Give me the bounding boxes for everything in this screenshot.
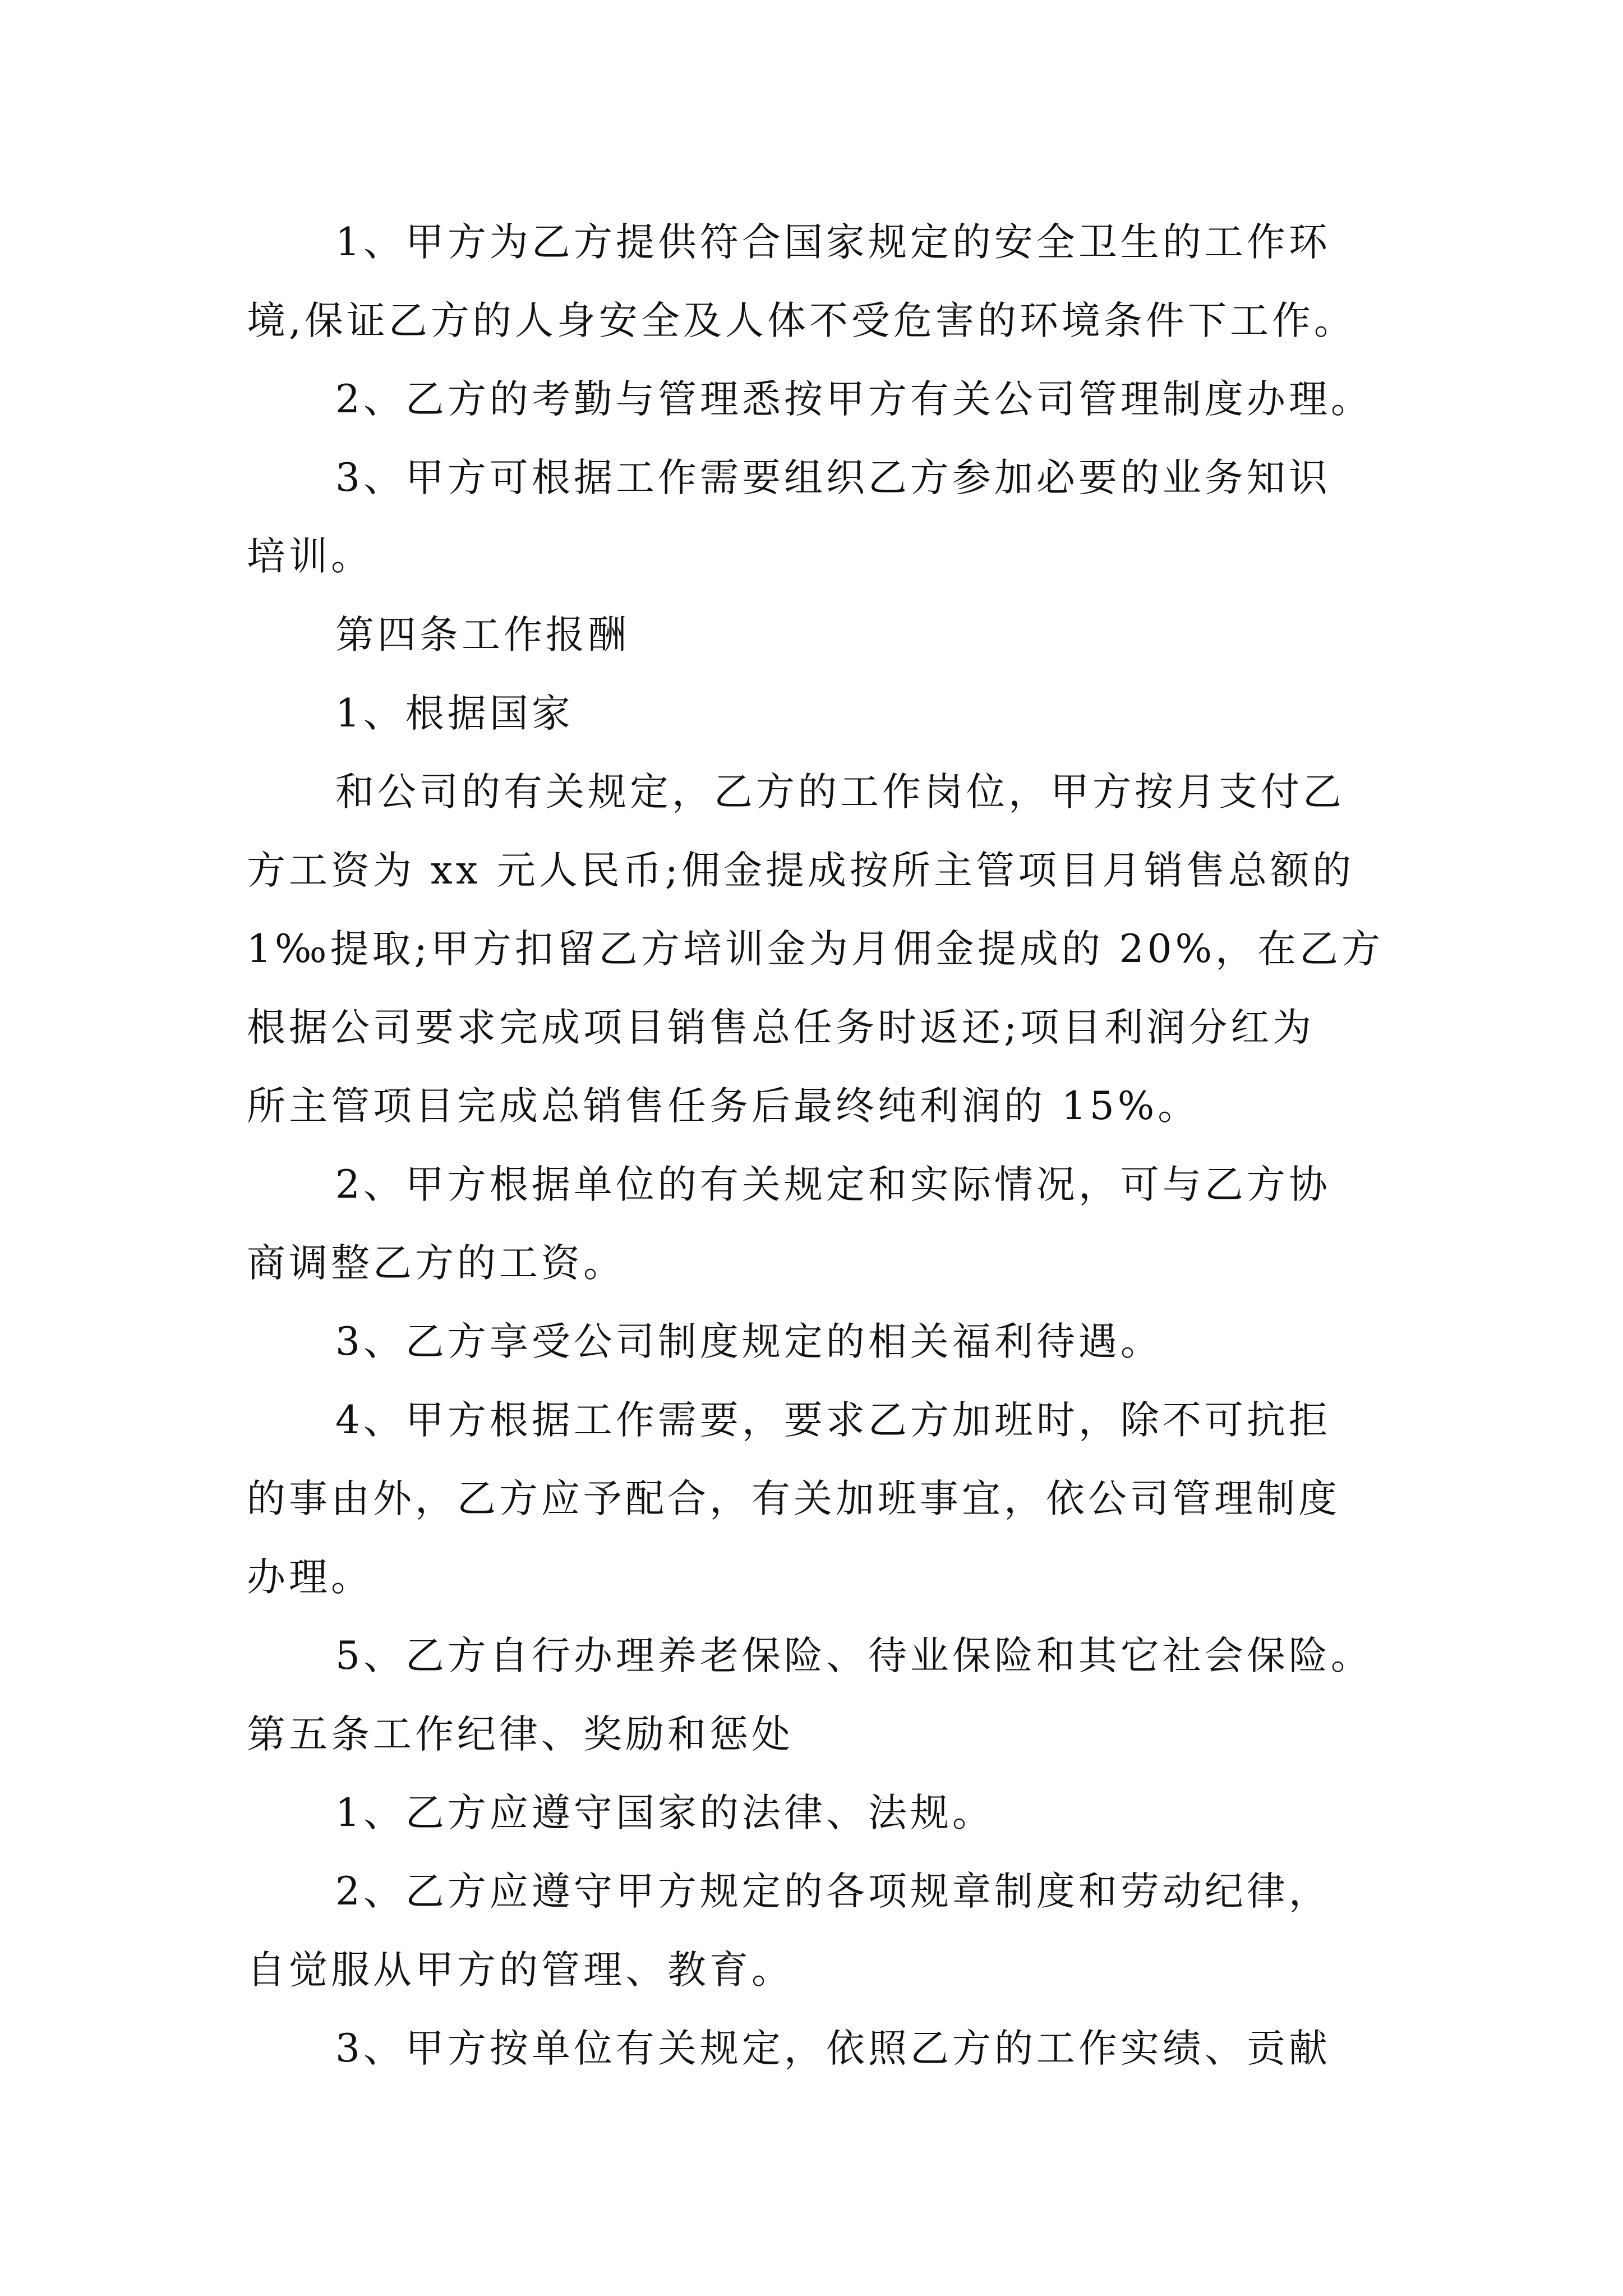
text-line: 和公司的有关规定，乙方的工作岗位，甲方按月支付乙 (335, 770, 1345, 815)
text-line: 4、甲方根据工作需要，要求乙方加班时，除不可抗拒 (335, 1398, 1331, 1443)
text-line: 2、乙方的考勤与管理悉按甲方有关公司管理制度办理。 (335, 377, 1373, 422)
text-line: 1‰提取;甲方扣留乙方培训金为月佣金提成的 20%，在乙方 (247, 927, 1384, 972)
text-line: 自觉服从甲方的管理、教育。 (247, 1948, 794, 1993)
text-line: 的事由外，乙方应予配合，有关加班事宜，依公司管理制度 (247, 1476, 1340, 1521)
text-line: 商调整乙方的工资。 (247, 1241, 625, 1286)
text-line: 办理。 (247, 1555, 373, 1600)
text-line: 3、甲方按单位有关规定，依照乙方的工作实绩、贡献 (335, 2026, 1331, 2071)
text-line: 2、甲方根据单位的有关规定和实际情况，可与乙方协 (335, 1162, 1331, 1207)
text-line: 1、乙方应遵守国家的法律、法规。 (335, 1791, 994, 1835)
text-line: 5、乙方自行办理养老保险、待业保险和其它社会保险。 (335, 1634, 1373, 1678)
text-line: 方工资为 xx 元人民币;佣金提成按所主管项目月销售总额的 (247, 848, 1354, 893)
text-line: 3、甲方可根据工作需要组织乙方参加必要的业务知识 (335, 455, 1331, 500)
text-line: 根据公司要求完成项目销售总任务时返还;项目利润分红为 (247, 1005, 1315, 1050)
text-line: 1、根据国家 (335, 691, 574, 736)
text-line: 1、甲方为乙方提供符合国家规定的安全卫生的工作环 (335, 220, 1331, 265)
text-line: 所主管项目完成总销售任务后最终纯利润的 15%。 (247, 1084, 1200, 1129)
text-line: 3、乙方享受公司制度规定的相关福利待遇。 (335, 1319, 1163, 1364)
section-heading: 第五条工作纪律、奖励和惩处 (247, 1712, 794, 1757)
text-line: 境,保证乙方的人身安全及人体不受危害的环境条件下工作。 (247, 298, 1356, 343)
section-heading: 第四条工作报酬 (335, 613, 630, 657)
text-line: 培训。 (247, 534, 373, 579)
text-line: 2、乙方应遵守甲方规定的各项规章制度和劳动纪律， (335, 1869, 1331, 1914)
